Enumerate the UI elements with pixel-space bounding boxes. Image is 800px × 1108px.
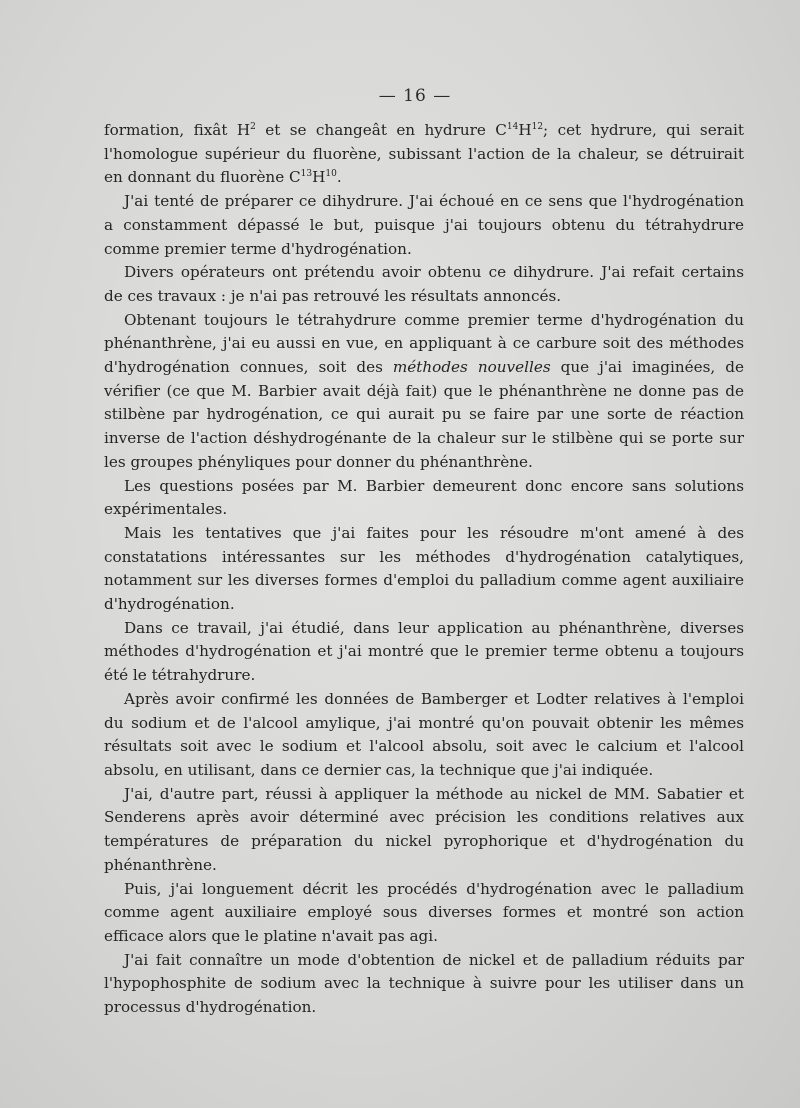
- p4-text-a: Obtenant toujours le tétrahydrure comme premier terme d'hydrogénation du phénanthrène, j'ai eu aussi en vue, en appliquant à ce carbure soit des méthodes d'hydrogénation connues, soit des: [104, 310, 744, 377]
- p1-text-e: H: [312, 168, 326, 187]
- body-text: [104, 119, 744, 1020]
- paragraph-11: J'ai fait connaître un mode d'obtention de nickel et de palladium réduits par l'hypophosphite de sodium avec la technique à suivre pour les utiliser dans un processus d'hydrogénation.: [104, 950, 744, 1017]
- paragraph-7: Dans ce travail, j'ai étudié, dans leur application au phénanthrène, diverses méthodes d'hydrogénation et j'ai montré que le premier terme obtenu a toujours été le tétrahydrure.: [104, 618, 744, 685]
- paragraph-2: J'ai tenté de préparer ce dihydrure. J'ai échoué en ce sens que l'hydrogénation a constamment dépassé le but, puisque j'ai toujours obtenu du tétrahydrure comme premier terme d'hydrogénation.: [104, 192, 744, 258]
- p1-sup-d: 13: [300, 169, 313, 180]
- paragraph-1: [104, 119, 744, 190]
- p1-text-b: et se changeât en hydrure C: [255, 121, 507, 139]
- p1-text-d: ; cet hydrure, qui serait l'homologue supérieur du fluorène, subissant l'action de la chaleur, se détruirait en donnant du fluorène C: [104, 121, 744, 187]
- p1-sup-b: 14: [506, 122, 519, 132]
- p1-text-a: formation, fixât H: [104, 121, 251, 139]
- p1-text-c: H: [518, 121, 532, 139]
- paragraph-3: Divers opérateurs ont prétendu avoir obtenu ce dihydrure. J'ai refait certains de ces travaux : je n'ai pas retrouvé les résultats annoncés.: [104, 263, 744, 305]
- paragraph-6: Mais les tentatives que j'ai faites pour les résoudre m'ont amené à des constatations intéressantes sur les méthodes d'hydrogénation catalytiques, notamment sur les diverses formes d'emploi du palladium comme agent auxiliaire d'hydrogénation.: [104, 523, 744, 614]
- p1-sup-a: 2: [250, 122, 256, 132]
- p4-text-b: que j'ai imaginées, de vérifier (ce que M. Barbier avait déjà fait) que le phénanthrène ne donne pas de stilbène par hydrogénation, ce qui aurait pu se faire par une sorte de réaction inverse de l'action déshydrogénante de la chaleur sur le stilbène qui se porte sur les groupes phényliques pour donner du phénanthrène.: [104, 358, 744, 471]
- paragraph-10: Puis, j'ai longuement décrit les procédés d'hydrogénation avec le palladium comme agent auxiliaire employé sous diverses formes et montré son action efficace alors que le platine n'avait pas agi.: [104, 879, 744, 945]
- p4-italic: méthodes nouvelles: [392, 358, 551, 377]
- paragraph-8: Après avoir confirmé les données de Bamberger et Lodter relatives à l'emploi du sodium et de l'alcool amylique, j'ai montré qu'on pouvait obtenir les mêmes résultats soit avec le sodium et l'alcool absolu, soit avec le calcium et l'alcool absolu, en utilisant, dans ce dernier cas, la technique que j'ai indiquée.: [104, 689, 744, 779]
- p1-sup-e: 10: [325, 169, 337, 180]
- p1-sup-c: 12: [531, 122, 544, 132]
- paragraph-9: J'ai, d'autre part, réussi à appliquer la méthode au nickel de MM. Sabatier et Senderens après avoir déterminé avec précision les conditions relatives aux températures de préparation du nickel pyrophorique et d'hydrogénation du phénanthrène.: [104, 784, 744, 874]
- paragraph-5: Les questions posées par M. Barbier demeurent donc encore sans solutions expérimentales.: [104, 476, 744, 519]
- page-number: — 16 —: [378, 86, 452, 106]
- paragraph-4: [104, 309, 744, 475]
- p1-text-f: .: [336, 168, 342, 187]
